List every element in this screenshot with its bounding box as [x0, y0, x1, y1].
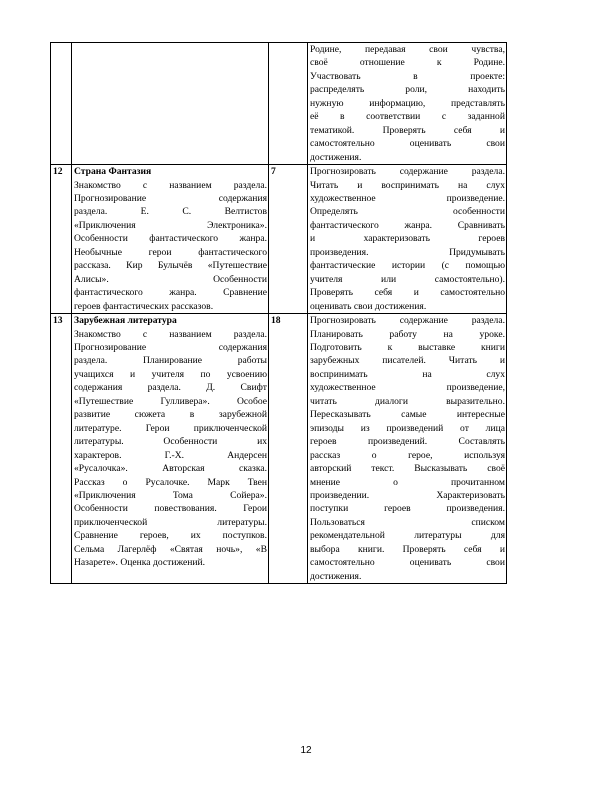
topic-text-line: развитие сюжета в зарубежной — [74, 409, 267, 421]
activity-text-line: распределять роли, находить — [310, 84, 505, 96]
activity-text-line: Определять особенности — [310, 206, 505, 218]
topic-text-line: учащихся и учителя по усвоению — [74, 368, 267, 380]
topic-text-line: Алисы». Особенности — [74, 273, 267, 285]
activity-text-line: Прогнозировать содержание раздела. — [310, 166, 505, 178]
hours-cell: 18 — [269, 314, 308, 584]
topic-text-line: Знакомство с названием раздела. — [74, 179, 267, 191]
activity-text-line: тематикой. Проверять себя и — [310, 124, 505, 136]
topic-text-line: Необычные герои фантастического — [74, 246, 267, 258]
lesson-number-cell: 13 — [51, 314, 72, 584]
activity-text-line: её в соответствии с заданной — [310, 111, 505, 123]
topic-text-line: приключенческой литературы. — [74, 516, 267, 528]
activity-text-line: эпизоды из произведений от лица — [310, 422, 505, 434]
activity-text-line: Читать и воспринимать на слух — [310, 179, 505, 191]
topic-text-line: Сельма Лагерлёф «Святая ночь», «В — [74, 543, 267, 555]
topic-text-line: Сравнение героев, их поступков. — [74, 530, 267, 542]
section-title: Страна Фантазия — [74, 166, 152, 178]
activity-text-line: фантастические истории (с помощью — [310, 260, 505, 272]
activity-cell — [308, 165, 507, 314]
topic-text-line: «Русалочка». Авторская сказка. — [74, 463, 267, 475]
topic-text-line: литературы. Особенности их — [74, 436, 267, 448]
activity-text-line: произведении. Характеризовать — [310, 489, 505, 501]
table-row — [51, 43, 507, 165]
topic-text-line: раздела. Планирование работы — [74, 355, 267, 367]
topic-text-line: рассказа. Кир Булычёв «Путешествие — [74, 260, 267, 272]
activity-cell — [308, 43, 507, 165]
activity-text-line: Прогнозировать содержание раздела. — [310, 315, 505, 327]
activity-text-line: достижения. — [310, 570, 362, 582]
activity-text-line: мнение о прочитанном — [310, 476, 505, 488]
topic-text-line: фантастического жанра. Сравнение — [74, 287, 267, 299]
activity-text-line: достижения. — [310, 151, 362, 163]
lesson-number-cell — [51, 43, 72, 165]
activity-cell — [308, 314, 507, 584]
activity-text-line: художественное произведение, — [310, 382, 505, 394]
activity-text-line: авторский текст. Высказывать своё — [310, 463, 505, 475]
activity-text-line: самостоятельно оценивать свои — [310, 557, 505, 569]
activity-text-line: воспринимать на слух — [310, 368, 505, 380]
topic-text-line: Особенности фантастического жанра. — [74, 233, 267, 245]
topic-text-line: «Приключения Электроника». — [74, 219, 267, 231]
activity-text-line: Подготовить к выставке книги — [310, 341, 505, 353]
activity-text-line: самостоятельно оценивать свои — [310, 138, 505, 150]
activity-text-line: фантастического жанра. Сравнивать — [310, 219, 505, 231]
activity-text-line: Планировать работу на уроке. — [310, 328, 505, 340]
activity-text-line: Проверять себя и самостоятельно — [310, 287, 505, 299]
activity-text-line: Пользоваться списком — [310, 516, 505, 528]
topic-text-line: «Путешествие Гулливера». Особое — [74, 395, 267, 407]
activity-text-line: зарубежных писателей. Читать и — [310, 355, 505, 367]
table-body — [51, 43, 507, 584]
topic-cell — [72, 165, 269, 314]
activity-text-line: оценивать свои достижения. — [310, 300, 427, 312]
activity-text-line: своё отношение к Родине. — [310, 57, 505, 69]
activity-text-line: рассказ о герое, используя — [310, 449, 505, 461]
hours-cell: 7 — [269, 165, 308, 314]
topic-text-line: характеров. Г.-Х. Андерсен — [74, 449, 267, 461]
activity-text-line: выбора книги. Проверять себя и — [310, 543, 505, 555]
activity-text-line: художественное произведение. — [310, 192, 505, 204]
topic-text-line: раздела. Е. С. Велтистов — [74, 206, 267, 218]
activity-text-line: нужную информацию, представлять — [310, 97, 505, 109]
activity-text-line: Участвовать в проекте: — [310, 70, 505, 82]
topic-cell — [72, 314, 269, 584]
activity-text-line: героев произведений. Составлять — [310, 436, 505, 448]
table-row — [51, 165, 507, 314]
activity-text-line: Пересказывать самые интересные — [310, 409, 505, 421]
topic-cell — [72, 43, 269, 165]
topic-text-line: Прогнозирование содержания — [74, 192, 267, 204]
topic-text-line: литературе. Герои приключенческой — [74, 422, 267, 434]
lesson-number-cell: 12 — [51, 165, 72, 314]
activity-text-line: учителя или самостоятельно). — [310, 273, 505, 285]
topic-text-line: Рассказ о Русалочке. Марк Твен — [74, 476, 267, 488]
topic-text-line: героев фантастических рассказов. — [74, 300, 214, 312]
section-title: Зарубежная литература — [74, 315, 177, 327]
activity-text-line: и характеризовать героев — [310, 233, 505, 245]
topic-text-line: «Приключения Тома Сойера». — [74, 489, 267, 501]
activity-text-line: поступки героев произведения. — [310, 503, 505, 515]
page-number: 12 — [300, 745, 312, 756]
table-row — [51, 314, 507, 584]
topic-text-line: Знакомство с названием раздела. — [74, 328, 267, 340]
activity-text-line: произведения. Придумывать — [310, 246, 505, 258]
topic-text-line: содержания раздела. Д. Свифт — [74, 382, 267, 394]
activity-text-line: рекомендательной литературы для — [310, 530, 505, 542]
hours-cell — [269, 43, 308, 165]
topic-text-line: Особенности повествования. Герои — [74, 503, 267, 515]
activity-text-line: читать диалоги выразительно. — [310, 395, 505, 407]
activity-text-line: Родине, передавая свои чувства, — [310, 44, 505, 55]
lesson-plan-table — [50, 42, 507, 584]
topic-text-line: Прогнозирование содержания — [74, 341, 267, 353]
topic-text-line: Назарете». Оценка достижений. — [74, 557, 206, 569]
